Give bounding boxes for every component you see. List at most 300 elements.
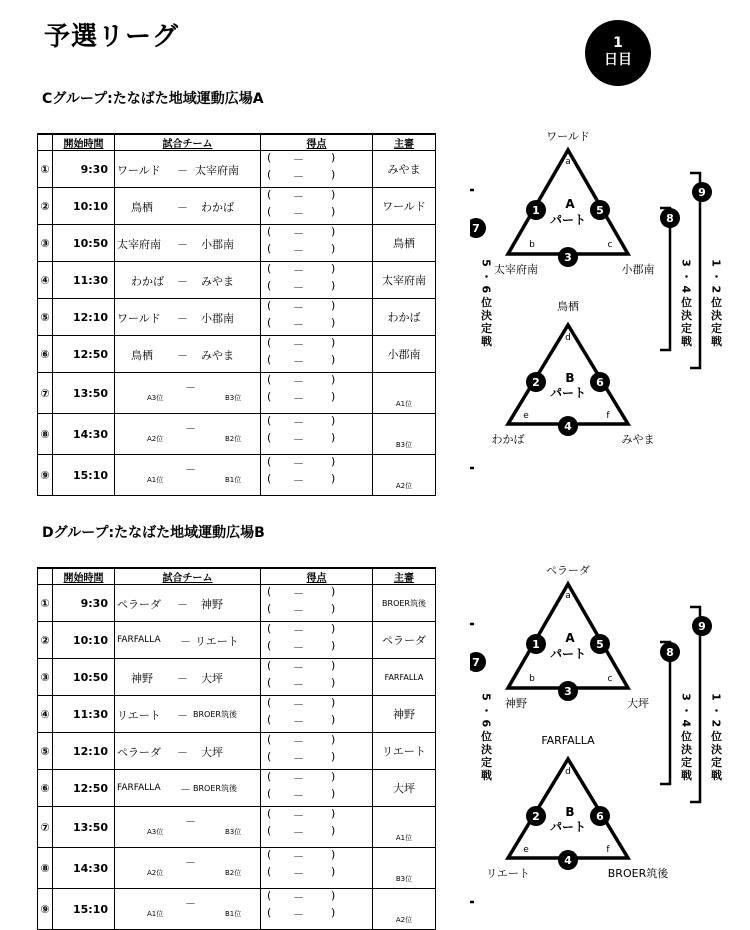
part-a-top-team: ワールド (546, 130, 590, 143)
score-paren-open: ( (267, 299, 272, 312)
score-cell (261, 807, 373, 848)
score-paren-open: ( (267, 906, 272, 919)
part-a-label: パート (549, 647, 587, 661)
score-dash: － (293, 624, 304, 637)
header-num (38, 568, 53, 585)
part-b-right-team: BROER筑後 (607, 867, 669, 880)
part-b-label: パート (549, 386, 587, 400)
score-paren-open: ( (267, 676, 272, 689)
score-paren-close: ) (331, 639, 336, 652)
score-cell (261, 414, 373, 455)
match-number: ④ (38, 696, 53, 733)
line-letter-f: f (606, 845, 610, 855)
team-2: 大坪 (201, 746, 223, 759)
day-number: 1 (613, 35, 623, 51)
match-number: ① (38, 151, 53, 188)
header-referee: 主審 (373, 568, 436, 585)
bracket-char: 戦 (679, 769, 693, 781)
score-paren-open: ( (267, 733, 272, 746)
match-teams (115, 225, 261, 262)
bracket-label-3-4 (680, 259, 694, 347)
vs-dash: － (177, 349, 188, 362)
match-number: ⑨ (38, 455, 53, 496)
part-a-letter: A (565, 631, 575, 645)
vs-dash: － (185, 856, 196, 869)
table-row (38, 373, 436, 414)
league-diagram (470, 128, 740, 478)
match-marker-number: 6 (596, 376, 604, 389)
vs-dash: － (177, 275, 188, 288)
team-1: ワールド (117, 312, 161, 325)
start-time: 12:10 (53, 733, 115, 770)
match-teams (115, 807, 261, 848)
match-marker-number: 5 (596, 204, 604, 217)
score-paren-close: ) (331, 865, 336, 878)
start-time: 9:30 (53, 151, 115, 188)
bracket-char: ・ (479, 704, 493, 716)
score-paren-close: ) (331, 390, 336, 403)
line-letter-e: e (523, 845, 529, 855)
page-title: 予選リーグ (44, 22, 180, 52)
part-a-left-team: 太宰府南 (494, 263, 538, 276)
bracket-label-1-2 (710, 693, 724, 781)
table-row (38, 770, 436, 807)
part-a-letter: A (565, 197, 575, 211)
score-dash: － (293, 264, 304, 277)
match-teams (115, 373, 261, 414)
score-dash: － (293, 715, 304, 728)
match-marker-number: 5 (596, 638, 604, 651)
referee: FARFALLA (373, 659, 436, 696)
bracket-char: 2 (709, 285, 723, 293)
vs-dash: － (180, 635, 191, 648)
score-paren-open: ( (267, 889, 272, 902)
score-paren-close: ) (331, 696, 336, 709)
match-marker-number: 1 (532, 638, 540, 651)
match-teams (115, 889, 261, 930)
score-paren-open: ( (267, 696, 272, 709)
referee: 神野 (373, 696, 436, 733)
header-time: 開始時間 (53, 134, 115, 151)
team-2: B3位 (225, 394, 242, 402)
score-dash: － (293, 641, 304, 654)
team-1: 鳥栖 (131, 349, 153, 362)
match-marker-number: 2 (532, 810, 540, 823)
score-paren-open: ( (267, 848, 272, 861)
team-2: みやま (201, 275, 234, 288)
bracket-char: ・ (679, 270, 693, 282)
part-b-letter: B (565, 371, 575, 385)
vs-dash: － (177, 164, 188, 177)
part-a-right-team: 小郡南 (621, 263, 655, 276)
table-row (38, 225, 436, 262)
score-paren-open: ( (267, 585, 272, 598)
team-1: FARFALLA (117, 635, 161, 645)
score-paren-close: ) (331, 676, 336, 689)
bracket-char: 定 (479, 756, 493, 768)
referee: BROER筑後 (373, 585, 436, 622)
header-teams: 試合チーム (115, 568, 261, 585)
start-time: 12:50 (53, 336, 115, 373)
match-number: ⑧ (38, 414, 53, 455)
bracket-char: 決 (709, 309, 723, 321)
bracket-label-5-6 (480, 259, 494, 347)
group-title: Cグループ:たなばた地域運動広場A (42, 91, 264, 107)
team-2: B1位 (225, 476, 242, 484)
score-dash: － (293, 789, 304, 802)
score-cell (261, 696, 373, 733)
team-2: B1位 (225, 910, 242, 918)
score-dash: － (293, 281, 304, 294)
start-time: 14:30 (53, 414, 115, 455)
score-paren-close: ) (331, 659, 336, 672)
referee: わかば (373, 299, 436, 336)
team-2: 小郡南 (201, 312, 234, 325)
bracket-char: 6 (479, 719, 493, 727)
team-1: 鳥栖 (131, 201, 153, 214)
bracket-char: ・ (479, 270, 493, 282)
team-1: リエート (117, 709, 161, 722)
match-marker-number: 2 (532, 376, 540, 389)
team-2: 小郡南 (201, 238, 234, 251)
bracket-char: 決 (679, 309, 693, 321)
vs-dash: － (185, 381, 196, 394)
score-dash: － (293, 772, 304, 785)
match-teams (115, 188, 261, 225)
match-marker-number: 8 (666, 646, 674, 659)
score-paren-open: ( (267, 472, 272, 485)
score-paren-open: ( (267, 279, 272, 292)
start-time: 12:50 (53, 770, 115, 807)
match-number: ③ (38, 659, 53, 696)
team-1: A3位 (147, 394, 164, 402)
header-row (38, 568, 436, 585)
score-cell (261, 848, 373, 889)
part-a-left-team: 神野 (505, 697, 527, 710)
league-diagram (470, 562, 740, 912)
score-paren-open: ( (267, 602, 272, 615)
team-1: 太宰府南 (117, 238, 161, 251)
bracket-char: 6 (479, 285, 493, 293)
table-row (38, 188, 436, 225)
referee: みやま (373, 151, 436, 188)
score-paren-close: ) (331, 807, 336, 820)
team-2: リエート (195, 635, 239, 648)
score-dash: － (293, 678, 304, 691)
bracket-label-3-4 (680, 693, 694, 781)
team-1: A3位 (147, 828, 164, 836)
bracket-char: 位 (479, 296, 493, 308)
bracket-char: 戦 (479, 335, 493, 347)
match-teams (115, 659, 261, 696)
vs-dash: － (180, 783, 191, 796)
score-cell (261, 733, 373, 770)
score-paren-close: ) (331, 299, 336, 312)
part-b-left-team: わかば (491, 433, 525, 446)
referee: A1位 (373, 807, 436, 848)
score-paren-close: ) (331, 242, 336, 255)
score-dash: － (293, 604, 304, 617)
team-2: BROER筑後 (193, 710, 237, 719)
score-cell (261, 188, 373, 225)
match-teams (115, 299, 261, 336)
match-number: ③ (38, 225, 53, 262)
team-2: わかば (201, 201, 234, 214)
team-2: 神野 (201, 598, 223, 611)
line-letter-d: d (565, 333, 571, 343)
line-letter-d: d (565, 767, 571, 777)
score-dash: － (293, 392, 304, 405)
referee: B3位 (373, 848, 436, 889)
start-time: 14:30 (53, 848, 115, 889)
score-cell (261, 151, 373, 188)
score-paren-close: ) (331, 585, 336, 598)
score-paren-close: ) (331, 733, 336, 746)
table-row (38, 299, 436, 336)
score-cell (261, 299, 373, 336)
start-time: 12:10 (53, 299, 115, 336)
match-teams (115, 733, 261, 770)
score-paren-open: ( (267, 431, 272, 444)
score-paren-close: ) (331, 713, 336, 726)
line-letter-a: a (565, 591, 571, 601)
score-paren-open: ( (267, 205, 272, 218)
score-paren-close: ) (331, 188, 336, 201)
vs-dash: － (177, 746, 188, 759)
team-1: FARFALLA (117, 783, 161, 793)
score-paren-close: ) (331, 848, 336, 861)
bracket-char: 5 (479, 259, 493, 267)
bracket-char: 4 (679, 285, 693, 293)
table-row (38, 455, 436, 496)
score-paren-close: ) (331, 151, 336, 164)
bracket-label-5-6 (480, 693, 494, 781)
vs-dash: － (185, 815, 196, 828)
team-1: A1位 (147, 910, 164, 918)
bracket-3-4 (660, 642, 670, 784)
score-paren-open: ( (267, 414, 272, 427)
header-teams: 試合チーム (115, 134, 261, 151)
match-marker-number: 6 (596, 810, 604, 823)
bracket-char: 3 (679, 693, 693, 701)
match-number: ⑤ (38, 299, 53, 336)
part-b-top-team: FARFALLA (541, 734, 595, 747)
score-paren-open: ( (267, 865, 272, 878)
score-dash: － (293, 850, 304, 863)
score-paren-open: ( (267, 390, 272, 403)
bracket-label-1-2 (710, 259, 724, 347)
part-b-right-team: みやま (621, 433, 655, 446)
match-teams (115, 455, 261, 496)
match-number: ⑨ (38, 889, 53, 930)
bracket-char: 戦 (709, 335, 723, 347)
start-time: 15:10 (53, 455, 115, 496)
match-teams (115, 585, 261, 622)
score-dash: － (293, 355, 304, 368)
score-dash: － (293, 433, 304, 446)
table-row (38, 733, 436, 770)
vs-dash: － (177, 672, 188, 685)
match-marker-number: 3 (564, 251, 572, 264)
bracket-char: ・ (679, 704, 693, 716)
score-dash: － (293, 227, 304, 240)
score-dash: － (293, 301, 304, 314)
table-row (38, 414, 436, 455)
score-dash: － (293, 826, 304, 839)
score-paren-close: ) (331, 472, 336, 485)
score-dash: － (293, 416, 304, 429)
match-number: ⑦ (38, 373, 53, 414)
score-paren-open: ( (267, 188, 272, 201)
vs-dash: － (177, 312, 188, 325)
score-paren-close: ) (331, 455, 336, 468)
score-paren-close: ) (331, 622, 336, 635)
bracket-char: 4 (679, 719, 693, 727)
referee: リエート (373, 733, 436, 770)
match-number: ⑦ (38, 807, 53, 848)
table-row (38, 151, 436, 188)
score-cell (261, 455, 373, 496)
score-paren-open: ( (267, 713, 272, 726)
score-paren-close: ) (331, 906, 336, 919)
score-paren-open: ( (267, 807, 272, 820)
bracket-char: 決 (479, 743, 493, 755)
score-paren-open: ( (267, 787, 272, 800)
score-cell (261, 336, 373, 373)
score-dash: － (293, 207, 304, 220)
match-marker-number: 4 (564, 420, 572, 433)
score-paren-open: ( (267, 770, 272, 783)
part-b-left-team: リエート (486, 867, 530, 880)
schedule-table (37, 567, 436, 930)
match-number: ⑥ (38, 770, 53, 807)
bracket-char: 位 (709, 296, 723, 308)
score-dash: － (293, 153, 304, 166)
header-referee: 主審 (373, 134, 436, 151)
header-time: 開始時間 (53, 568, 115, 585)
schedule-table (37, 133, 436, 496)
start-time: 13:50 (53, 807, 115, 848)
vs-dash: － (185, 422, 196, 435)
start-time: 13:50 (53, 373, 115, 414)
bracket-char: ・ (709, 270, 723, 282)
score-paren-open: ( (267, 336, 272, 349)
line-letter-b: b (529, 674, 535, 684)
start-time: 10:10 (53, 622, 115, 659)
part-b-label: パート (549, 820, 587, 834)
part-a-right-team: 大坪 (627, 697, 649, 710)
score-paren-close: ) (331, 353, 336, 366)
score-cell (261, 770, 373, 807)
line-letter-a: a (565, 157, 571, 167)
team-2: B3位 (225, 828, 242, 836)
bracket-char: 1 (709, 693, 723, 701)
team-2: BROER筑後 (193, 784, 237, 793)
match-teams (115, 848, 261, 889)
score-paren-close: ) (331, 414, 336, 427)
team-2: みやま (201, 349, 234, 362)
score-dash: － (293, 735, 304, 748)
table-row (38, 696, 436, 733)
score-dash: － (293, 474, 304, 487)
score-paren-open: ( (267, 622, 272, 635)
match-marker-number: 9 (698, 186, 706, 199)
team-1: A1位 (147, 476, 164, 484)
vs-dash: － (185, 897, 196, 910)
bracket-char: 決 (479, 309, 493, 321)
bracket-char: 戦 (709, 769, 723, 781)
match-number: ⑧ (38, 848, 53, 889)
score-dash: － (293, 908, 304, 921)
match-teams (115, 262, 261, 299)
part-a-label: パート (549, 213, 587, 227)
table-row (38, 262, 436, 299)
score-cell (261, 622, 373, 659)
table-row (38, 336, 436, 373)
bracket-3-4 (660, 208, 670, 350)
score-paren-close: ) (331, 262, 336, 275)
line-letter-c: c (607, 674, 613, 684)
start-time: 10:50 (53, 659, 115, 696)
score-paren-close: ) (331, 889, 336, 902)
score-dash: － (293, 190, 304, 203)
score-paren-open: ( (267, 168, 272, 181)
part-b-letter: B (565, 805, 575, 819)
score-paren-open: ( (267, 353, 272, 366)
score-dash: － (293, 170, 304, 183)
line-letter-f: f (606, 411, 610, 421)
line-letter-c: c (607, 240, 613, 250)
bracket-char: 5 (479, 693, 493, 701)
score-dash: － (293, 809, 304, 822)
score-paren-open: ( (267, 659, 272, 672)
score-dash: － (293, 867, 304, 880)
match-marker-number: 4 (564, 854, 572, 867)
score-dash: － (293, 338, 304, 351)
match-teams (115, 151, 261, 188)
team-1: A2位 (147, 869, 164, 877)
team-1: ペラーダ (117, 598, 161, 611)
score-paren-close: ) (331, 316, 336, 329)
bracket-char: 位 (479, 730, 493, 742)
team-2: 太宰府南 (195, 164, 239, 177)
score-dash: － (293, 318, 304, 331)
start-time: 11:30 (53, 262, 115, 299)
score-paren-close: ) (331, 205, 336, 218)
score-paren-close: ) (331, 279, 336, 292)
referee: A2位 (373, 889, 436, 930)
match-marker-number: 7 (472, 222, 480, 235)
match-number: ⑥ (38, 336, 53, 373)
score-cell (261, 659, 373, 696)
score-paren-open: ( (267, 639, 272, 652)
start-time: 15:10 (53, 889, 115, 930)
table-row (38, 622, 436, 659)
bracket-char: 定 (479, 322, 493, 334)
line-letter-b: b (529, 240, 535, 250)
bracket-char: 位 (679, 296, 693, 308)
score-cell (261, 262, 373, 299)
referee: 大坪 (373, 770, 436, 807)
match-number: ① (38, 585, 53, 622)
team-2: 大坪 (201, 672, 223, 685)
team-1: ペラーダ (117, 746, 161, 759)
bracket-char: 定 (679, 322, 693, 334)
score-paren-close: ) (331, 787, 336, 800)
score-paren-close: ) (331, 336, 336, 349)
bracket-char: 決 (709, 743, 723, 755)
bracket-char: 定 (709, 756, 723, 768)
